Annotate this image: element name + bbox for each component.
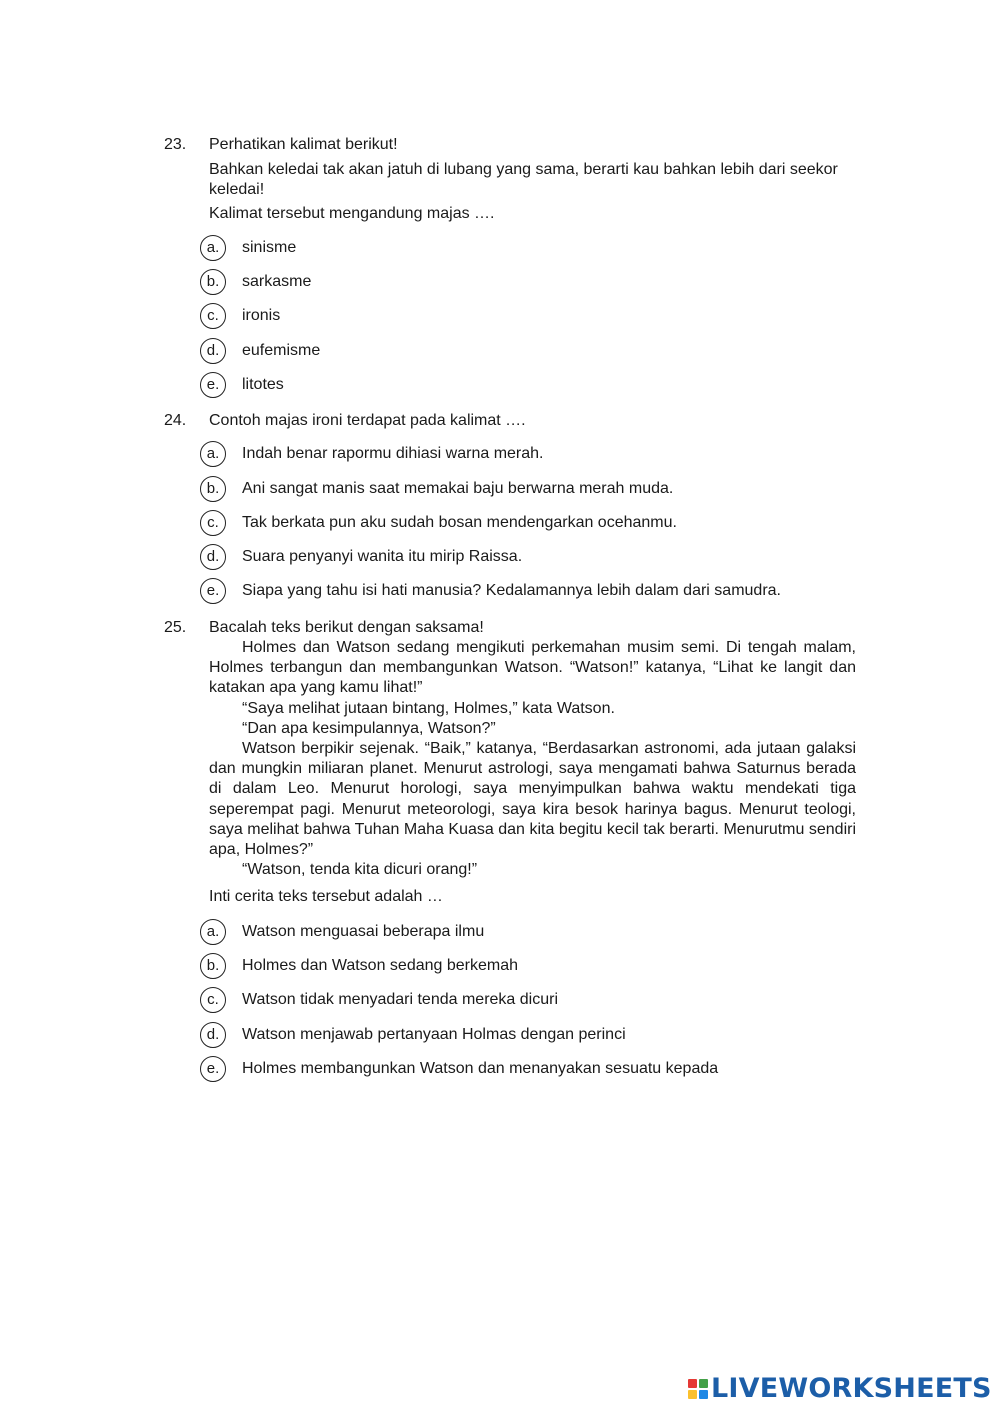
question-25-story bbox=[209, 638, 856, 880]
logo-tile bbox=[699, 1379, 708, 1388]
q24-option-a-text: Indah benar rapormu dihiasi warna merah. bbox=[242, 445, 544, 462]
q24-option-d-text: Suara penyanyi wanita itu mirip Raissa. bbox=[242, 548, 523, 565]
q24-option-b-bubble[interactable]: b. bbox=[200, 476, 226, 502]
question-24-prompt: Contoh majas ironi terdapat pada kalimat …. bbox=[209, 412, 526, 429]
q23-option-c-bubble[interactable]: c. bbox=[200, 303, 226, 329]
liveworksheets-logo bbox=[688, 1372, 992, 1406]
q23-option-b-bubble[interactable]: b. bbox=[200, 269, 226, 295]
question-23-quote-line-1: Bahkan keledai tak akan jatuh di lubang yang sama, berarti kau bahkan lebih dari seekor bbox=[209, 161, 838, 178]
question-number-24: 24. bbox=[164, 412, 187, 429]
logo-tile bbox=[699, 1390, 708, 1399]
q25-option-d[interactable] bbox=[200, 1021, 626, 1049]
q23-option-c[interactable] bbox=[200, 302, 280, 330]
q25-option-c-bubble[interactable]: c. bbox=[200, 987, 226, 1013]
q25-option-d-bubble[interactable]: d. bbox=[200, 1022, 226, 1048]
q24-option-b[interactable] bbox=[200, 475, 673, 503]
logo-tile bbox=[688, 1390, 697, 1399]
story-paragraph: “Saya melihat jutaan bintang, Holmes,” kata Watson. bbox=[242, 699, 615, 717]
q24-option-e-text: Siapa yang tahu isi hati manusia? Kedalamannya lebih dalam dari samudra. bbox=[242, 582, 781, 599]
question-number-23: 23. bbox=[164, 136, 187, 153]
q24-option-d[interactable] bbox=[200, 543, 522, 571]
q25-option-e-text: Holmes membangunkan Watson dan menanyakan sesuatu kepada bbox=[242, 1060, 719, 1077]
question-23-quote-line-2: keledai! bbox=[209, 181, 265, 198]
question-number-25: 25. bbox=[164, 619, 187, 636]
q23-option-c-text: ironis bbox=[242, 307, 281, 324]
question-25-prompt: Bacalah teks berikut dengan saksama! bbox=[209, 619, 484, 636]
q25-option-a-bubble[interactable]: a. bbox=[200, 919, 226, 945]
question-23-prompt: Perhatikan kalimat berikut! bbox=[209, 136, 398, 153]
q25-option-c-text: Watson tidak menyadari tenda mereka dicuri bbox=[242, 991, 558, 1008]
story-paragraph: “Dan apa kesimpulannya, Watson?” bbox=[242, 719, 496, 737]
q23-option-d-text: eufemisme bbox=[242, 342, 321, 359]
q25-option-c[interactable] bbox=[200, 986, 558, 1014]
q25-option-e-bubble[interactable]: e. bbox=[200, 1056, 226, 1082]
q24-option-a-bubble[interactable]: a. bbox=[200, 441, 226, 467]
q25-option-a[interactable] bbox=[200, 918, 484, 946]
q23-option-e-bubble[interactable]: e. bbox=[200, 372, 226, 398]
q24-option-a[interactable] bbox=[200, 440, 544, 468]
q25-option-b[interactable] bbox=[200, 952, 518, 980]
q23-option-b-text: sarkasme bbox=[242, 273, 312, 290]
logo-tile bbox=[688, 1379, 697, 1388]
story-paragraph: Holmes dan Watson sedang mengikuti perkemahan musim semi. Di tengah malam, Holmes terbangun dan membangunkan Watson. “Watson!” katanya, “Lihat ke langit dan katakan apa yang kamu lihat!” bbox=[209, 639, 856, 697]
liveworksheets-logo-text: LIVEWORKSHEETS bbox=[711, 1373, 992, 1404]
q24-option-c-bubble[interactable]: c. bbox=[200, 510, 226, 536]
q25-option-e[interactable] bbox=[200, 1055, 718, 1083]
q23-option-e-text: litotes bbox=[242, 376, 284, 393]
q24-option-d-bubble[interactable]: d. bbox=[200, 544, 226, 570]
q24-option-c[interactable] bbox=[200, 509, 677, 537]
story-paragraph: Watson berpikir sejenak. “Baik,” katanya, “Berdasarkan astronomi, ada jutaan galaksi dan mungkin miliaran planet. Menurut astrologi, saya mengamati bahwa Saturnus berada di dalam Leo. Menurut horologi, saya menyimpulkan bahwa waktu mendekati tiga seperempat pagi. Menurut meteorologi, saya kira besok harinya bagus. Menurut teologi, saya melihat bahwa Tuhan Maha Kuasa dan kita begitu kecil tak berarti. Menurutmu sendiri apa, Holmes?” bbox=[209, 740, 856, 859]
q25-option-a-text: Watson menguasai beberapa ilmu bbox=[242, 923, 485, 940]
q23-option-b[interactable] bbox=[200, 268, 311, 296]
question-25-instruction: Inti cerita teks tersebut adalah … bbox=[209, 888, 443, 905]
q24-option-e[interactable] bbox=[200, 577, 781, 605]
q23-option-a-bubble[interactable]: a. bbox=[200, 235, 226, 261]
q25-option-b-bubble[interactable]: b. bbox=[200, 953, 226, 979]
q25-option-b-text: Holmes dan Watson sedang berkemah bbox=[242, 957, 518, 974]
q24-option-e-bubble[interactable]: e. bbox=[200, 578, 226, 604]
q23-option-d[interactable] bbox=[200, 337, 320, 365]
story-paragraph: “Watson, tenda kita dicuri orang!” bbox=[242, 861, 478, 879]
q24-option-c-text: Tak berkata pun aku sudah bosan mendengarkan ocehanmu. bbox=[242, 514, 677, 531]
q24-option-b-text: Ani sangat manis saat memakai baju berwarna merah muda. bbox=[242, 480, 674, 497]
liveworksheets-grid-icon bbox=[688, 1379, 708, 1399]
question-23-instruction: Kalimat tersebut mengandung majas …. bbox=[209, 205, 495, 222]
q23-option-e[interactable] bbox=[200, 371, 284, 399]
q23-option-a-text: sinisme bbox=[242, 239, 297, 256]
q25-option-d-text: Watson menjawab pertanyaan Holmas dengan perinci bbox=[242, 1026, 626, 1043]
q23-option-d-bubble[interactable]: d. bbox=[200, 338, 226, 364]
q23-option-a[interactable] bbox=[200, 234, 296, 262]
